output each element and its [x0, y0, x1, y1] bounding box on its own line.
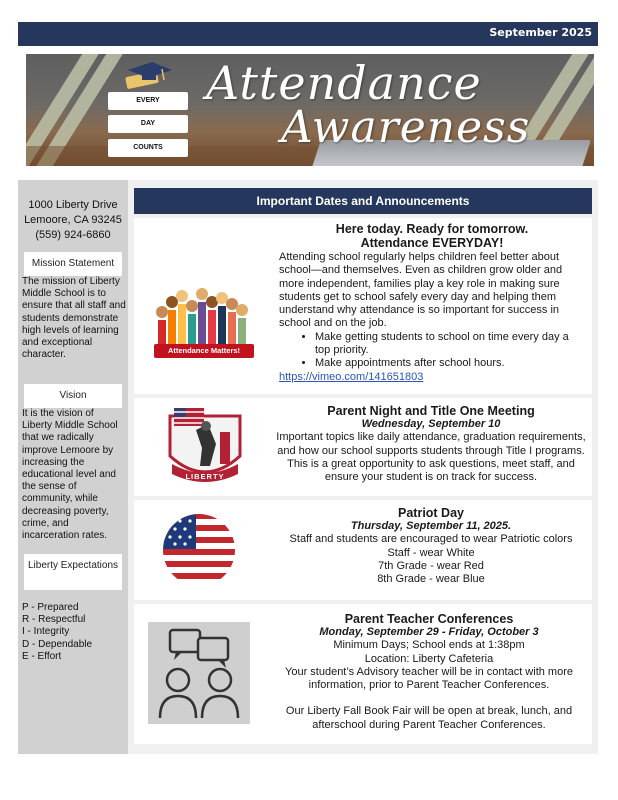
address-phone: (559) 924-6860 [35, 229, 111, 241]
patriot-day-card [134, 500, 592, 600]
vision-text: It is the vision of Liberty Middle School that we radically improve Lemoore by increasing the educational level and the sense of community, while decreasing poverty, crime, and incarceration rates. [22, 408, 118, 542]
pill-counts: COUNTS [108, 139, 188, 157]
patriot-day-line: Staff - wear White [387, 546, 475, 559]
attendance-body: Attending school regularly helps children feel better about school—and themselves. Even as children grow older and more independent, families play a key role in making sure students get to school safely every day and helping them understand why attendance is so important for success in school and on the job. [279, 251, 563, 330]
attendance-image-caption: Attendance Matters! [167, 346, 241, 355]
mission-text: The mission of Liberty Middle School is to ensure that all staff and students demonstrate high levels of learning and exceptional character. [22, 276, 126, 361]
conferences-location: Location: Liberty Cafeteria [364, 652, 494, 665]
expectation-item: P - Prepared [22, 602, 79, 613]
banner-title-line2: Awareness [281, 102, 531, 153]
attendance-card [134, 218, 592, 394]
header-bar [18, 22, 598, 46]
conferences-advisory: Your student’s Advisory teacher will be in contact with more information, prior to Parent Teacher Conferences. [285, 665, 573, 692]
conferences-title: Parent Teacher Conferences [344, 612, 514, 626]
attendance-bullet: • Make getting students to school on time every day a top priority. [315, 331, 585, 358]
parent-night-text [274, 404, 588, 484]
parent-night-body: Important topics like daily attendance, graduation requirements, and how our school supports students through Title I programs. This is a great opportunity to ask questions, meet staff, and ensure your student is on track for success. [276, 431, 586, 484]
conferences-text [270, 612, 588, 732]
parent-night-date: Wednesday, September 10 [361, 418, 501, 430]
flag-circle-icon [162, 513, 236, 587]
patriot-day-text [274, 506, 588, 586]
issue-date: September 2025 [489, 26, 592, 39]
attendance-bullets [279, 331, 585, 371]
banner-title-line1: Attendance [206, 56, 482, 110]
address-street: 1000 Liberty Drive [28, 199, 118, 211]
school-address [18, 198, 128, 243]
expectations-label: Liberty Expectations [24, 554, 122, 590]
conference-people-icon [148, 622, 250, 724]
expectation-item: R - Respectful [22, 614, 86, 626]
banner [26, 54, 594, 166]
patriot-day-line: 7th Grade - wear Red [378, 559, 484, 572]
graduation-cap-icon [122, 60, 174, 90]
book-fair-text: Our Liberty Fall Book Fair will be open at break, lunch, and afterschool during Parent Teacher Conferences. [285, 705, 573, 731]
conferences-minimum-days: Minimum Days; School ends at 1:38pm [333, 639, 525, 652]
address-city: Lemoore, CA 93245 [24, 214, 122, 226]
vision-label: Vision [24, 384, 122, 408]
sidebar [18, 180, 128, 754]
expectation-item: E - Effort [22, 650, 62, 662]
expectations-list [22, 602, 92, 663]
attendance-text [279, 222, 585, 384]
section-header: Important Dates and Announcements [134, 188, 592, 214]
pill-every: EVERY [108, 92, 188, 110]
expectation-item: I - Integrity [22, 626, 70, 638]
parent-night-title: Parent Night and Title One Meeting [327, 404, 535, 418]
main-content [128, 180, 598, 754]
expectation-item: D - Dependable [22, 638, 93, 650]
patriot-day-line: 8th Grade - wear Blue [377, 573, 485, 586]
patriot-day-date: Thursday, September 11, 2025. [350, 520, 512, 532]
attendance-title-line2: Attendance EVERYDAY! [360, 236, 504, 250]
pill-day: DAY [108, 115, 188, 133]
attendance-title-line1: Here today. Ready for tomorrow. [335, 222, 529, 236]
conferences-date: Monday, September 29 - Friday, October 3 [319, 626, 539, 638]
parent-night-card [134, 398, 592, 496]
vimeo-link[interactable]: https://vimeo.com/141651803 [279, 370, 424, 383]
patriot-day-title: Patriot Day [398, 506, 464, 520]
attendance-bullet: • Make appointments after school hours. [315, 357, 585, 370]
mission-label: Mission Statement [24, 252, 122, 276]
liberty-logo-text: LIBERTY [185, 472, 225, 481]
patriot-day-body: Staff and students are encouraged to wear Patriotic colors [289, 533, 573, 546]
conferences-card [134, 604, 592, 744]
